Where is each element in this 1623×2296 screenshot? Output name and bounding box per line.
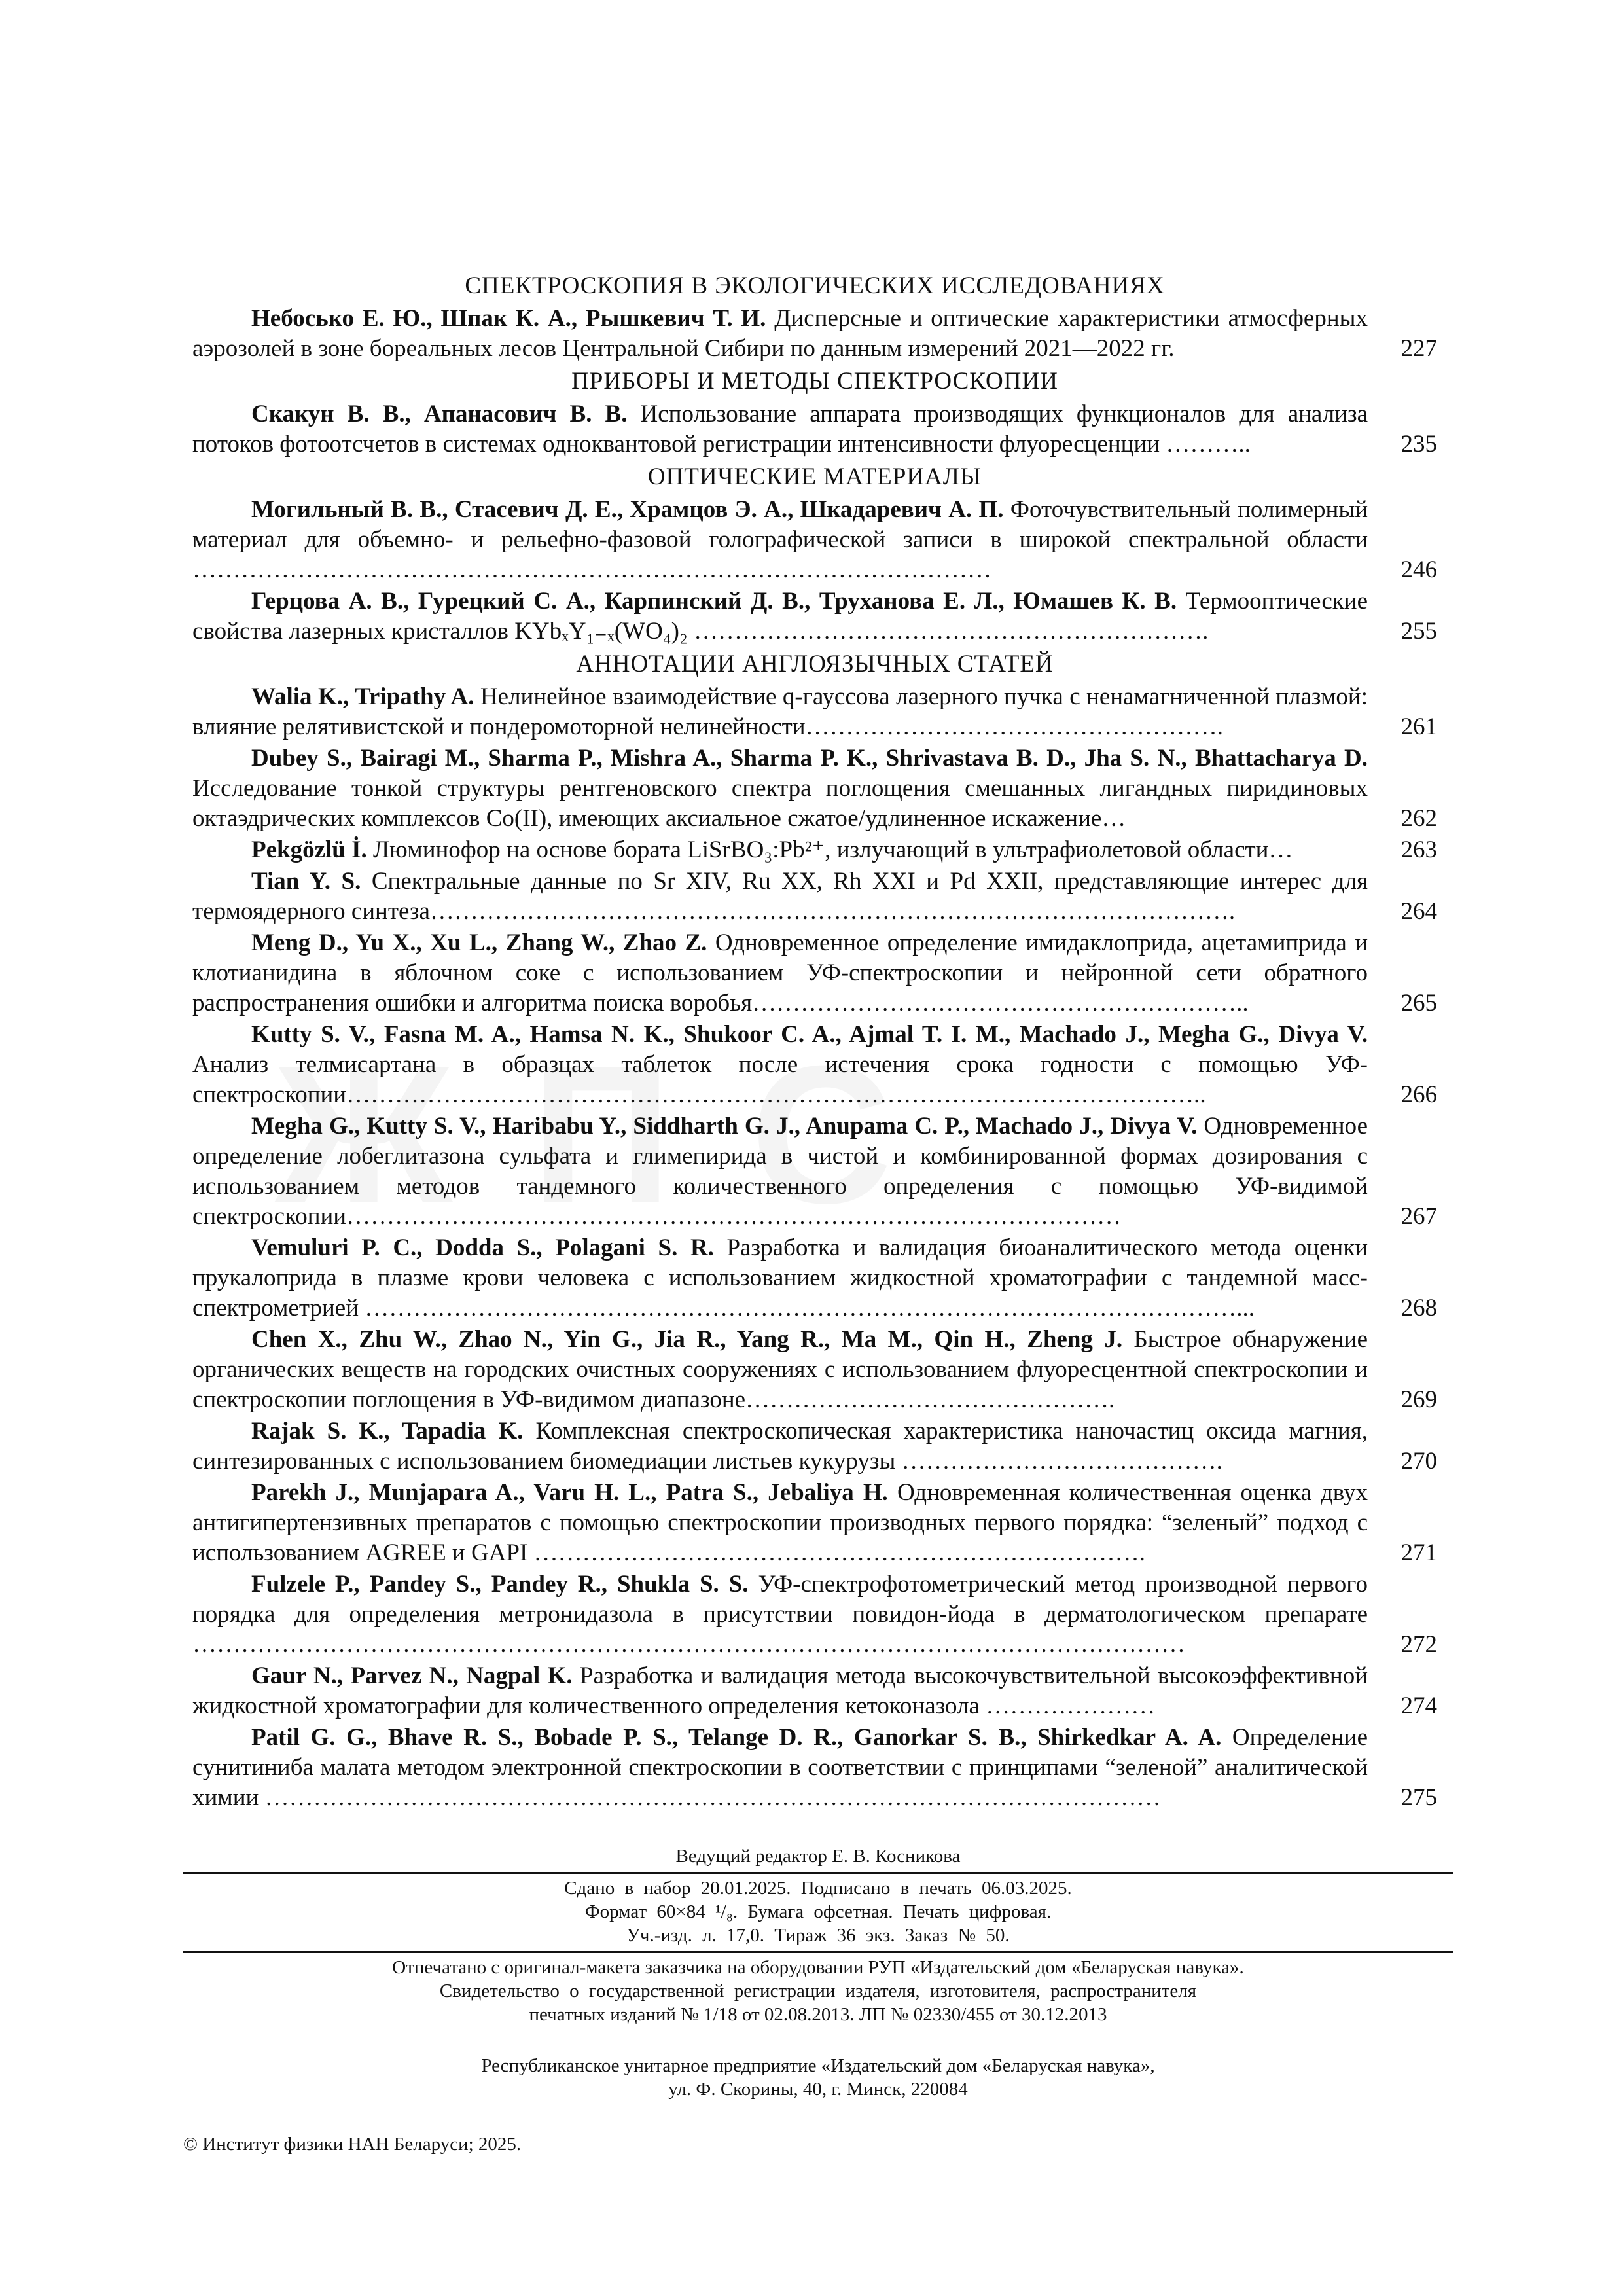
page-number: 263 <box>1400 836 1437 863</box>
entry-text <box>192 1478 1391 1568</box>
toc-entry[interactable] <box>192 399 1437 459</box>
entry-title: Спектральные данные по Sr XIV, Ru XX, Rh XXI и Pd XXII, представляющие интерес для термоядерного синтеза………………………………………………………………………………………. <box>192 868 1368 925</box>
toc-entry[interactable] <box>192 835 1437 865</box>
print-line: Свидетельство о государственной регистрации издателя, изготовителя, распространителя <box>439 1981 1197 2001</box>
copyright: © Институт физики НАН Беларуси; 2025. <box>183 2134 522 2155</box>
page-number: 270 <box>1400 1448 1437 1475</box>
entry-text <box>192 495 1391 585</box>
page-number: 235 <box>1400 431 1437 457</box>
toc-entry[interactable] <box>192 495 1437 585</box>
page-number: 227 <box>1400 335 1437 362</box>
entry-text <box>192 1111 1391 1232</box>
entry-title: Одновременное определение имидаклоприда, ацетамиприда и клотианидина в яблочном соке с использованием УФ-спектроскопии и нейронной сети обратного распространения ошибки и алгоритма поиска воробья…………………………………………………….. <box>192 929 1368 1016</box>
publisher-line: ул. Ф. Скорины, 40, г. Минск, 220084 <box>668 2079 968 2100</box>
print-line: Отпечатано с оригинал-макета заказчика на оборудовании РУП «Издательский дом «Беларуская навука». <box>392 1957 1244 1978</box>
entry-authors: Kutty S. V., Fasna M. A., Hamsa N. K., Shukoor C. A., Ajmal T. I. M., Machado J., Megha G., Divya V. <box>251 1021 1368 1048</box>
entry-title: Термооптические свойства лазерных кристаллов KYbₓY₁₋ₓ(WO₄)₂ ………………………………………………………. <box>192 588 1368 645</box>
page-number: 275 <box>1400 1784 1437 1811</box>
toc-entry[interactable] <box>192 744 1437 834</box>
entry-text <box>192 867 1391 927</box>
toc-entry[interactable] <box>192 1570 1437 1660</box>
page-number: 265 <box>1400 990 1437 1016</box>
publisher <box>183 2054 1453 2101</box>
page-number: 272 <box>1400 1631 1437 1658</box>
entry-text <box>192 1570 1391 1660</box>
entry-title: Анализ телмисартана в образцах таблеток после истечения срока годности с помощью УФ-спектроскопии…………………………………………………………………………………………….. <box>192 1051 1368 1108</box>
toc-entry[interactable] <box>192 867 1437 927</box>
entry-text <box>192 835 1391 865</box>
entry-title: УФ-спектрофотометрический метод производной первого порядка для определения метронидазола в присутствии повидон-йода в дерматологическом препарате …………………………………………………………………………………………………………… <box>192 1571 1368 1658</box>
section-heading: ПРИБОРЫ И МЕТОДЫ СПЕКТРОСКОПИИ <box>571 368 1058 395</box>
entry-authors: Megha G., Kutty S. V., Haribabu Y., Siddharth G. J., Anupama C. P., Machado J., Divya V. <box>251 1113 1198 1139</box>
page-number: 266 <box>1400 1081 1437 1108</box>
entry-title: Разработка и валидация биоаналитического метода оценки прукалоприда в плазме крови человека с использованием жидкостной хроматографии с тандемной масс-спектрометрией ………………………………………………………………………………………………... <box>192 1234 1368 1321</box>
page-number: 269 <box>1400 1386 1437 1413</box>
toc-entry[interactable] <box>192 1416 1437 1477</box>
entry-text <box>192 1325 1391 1415</box>
entry-authors: Tian Y. S. <box>251 868 361 895</box>
entry-authors: Chen X., Zhu W., Zhao N., Yin G., Jia R., Yang R., Ma M., Qin H., Zheng J. <box>251 1326 1123 1353</box>
entry-authors: Герцова А. В., Гурецкий С. А., Карпинский Д. В., Труханова Е. Л., Юмашев К. В. <box>251 588 1177 615</box>
page-number: 255 <box>1400 618 1437 645</box>
entry-text <box>192 304 1391 364</box>
section-heading: АННОТАЦИИ АНГЛОЯЗЫЧНЫХ СТАТЕЙ <box>576 651 1054 677</box>
toc-entry[interactable] <box>192 1478 1437 1568</box>
print-line: Сдано в набор 20.01.2025. Подписано в печать 06.03.2025. <box>564 1878 1072 1899</box>
entry-authors: Могильный В. В., Стасевич Д. Е., Храмцов Э. А., Шкадаревич А. П. <box>251 496 1004 523</box>
print-line: печатных изданий № 1/18 от 02.08.2013. ЛП № 02330/455 от 30.12.2013 <box>529 2004 1107 2025</box>
page-number: 262 <box>1400 805 1437 832</box>
entry-title: Нелинейное взаимодействие q-гауссова лазерного пучка с ненамагниченной плазмой: влияние релятивистской и пондеромоторной нелинейности……………………………………………. <box>192 683 1368 740</box>
toc-entry[interactable] <box>192 1723 1437 1813</box>
entry-authors: Parekh J., Munjapara A., Varu H. L., Patra S., Jebaliya H. <box>251 1479 888 1506</box>
entry-title: Одновременное определение лобеглитазона сульфата и глимепирида в чистой и комбинированной формах дозирования с использованием методов тандемного количественного определения с помощью УФ-видимой спектроскопии…………………………………………………………………………………… <box>192 1113 1368 1230</box>
page-number: 264 <box>1400 898 1437 925</box>
entry-text <box>192 399 1391 459</box>
table-of-contents <box>192 268 1437 1814</box>
entry-text <box>192 586 1391 647</box>
entry-text <box>192 1233 1391 1323</box>
toc-entry[interactable] <box>192 1325 1437 1415</box>
page-number: 274 <box>1400 1693 1437 1719</box>
entry-text <box>192 1416 1391 1477</box>
entry-authors: Gaur N., Parvez N., Nagpal K. <box>251 1662 573 1689</box>
entry-title: Фоточувствительный полимерный материал для объемно- и рельефно-фазовой голографической записи в широкой спектральной области ……………………………………………………………………………………… <box>192 496 1368 583</box>
entry-authors: Vemuluri P. C., Dodda S., Polagani S. R. <box>251 1234 714 1261</box>
print-line: Уч.-изд. л. 17,0. Тираж 36 экз. Заказ № 50. <box>626 1925 1010 1946</box>
entry-title: Дисперсные и оптические характеристики атмосферных аэрозолей в зоне бореальных лесов Центральной Сибири по данным измерений 2021—2022 гг. <box>192 305 1368 362</box>
printing-house <box>183 1953 1453 2030</box>
entry-title: Люминофор на основе бората LiSrBO₃:Pb²⁺, излучающий в ультрафиолетовой области… <box>373 836 1293 863</box>
entry-authors: Rajak S. K., Tapadia K. <box>251 1418 524 1444</box>
entry-title: Использование аппарата производящих функционалов для анализа потоков фотоотсчетов в системах одноквантовой регистрации интенсивности флуоресценции ……….. <box>192 401 1368 457</box>
print-line: Формат 60×84 ¹/₈. Бумага офсетная. Печать цифровая. <box>584 1901 1052 1922</box>
entry-text <box>192 928 1391 1018</box>
toc-entry[interactable] <box>192 304 1437 364</box>
entry-title: Одновременная количественная оценка двух антигипертензивных препаратов с помощью спектроскопии производных первого порядка: “зеленый” подход с использованием AGREE и GAPI …………………………………………………………………. <box>192 1479 1368 1566</box>
entry-authors: Dubey S., Bairagi M., Sharma P., Mishra A., Sharma P. K., Shrivastava B. D., Jha S. N., Bhattacharya D. <box>251 745 1368 772</box>
toc-entry[interactable] <box>192 928 1437 1018</box>
entry-text <box>192 744 1391 834</box>
entry-text <box>192 1723 1391 1813</box>
entry-authors: Walia K., Tripathy A. <box>251 683 474 710</box>
imprint-block <box>183 1844 1453 2101</box>
print-details <box>183 1874 1453 1951</box>
toc-entry[interactable] <box>192 682 1437 742</box>
entry-authors: Скакун В. В., Апанасович В. В. <box>251 401 628 427</box>
entry-text <box>192 1020 1391 1110</box>
section-heading: СПЕКТРОСКОПИЯ В ЭКОЛОГИЧЕСКИХ ИССЛЕДОВАНИЯХ <box>465 272 1165 299</box>
entry-title: Определение сунитиниба малата методом электронной спектроскопии в соответствии с принципами “зеленой” аналитической химии ………………………………………………………………………………………………… <box>192 1724 1368 1811</box>
entry-title: Быстрое обнаружение органических веществ на городских очистных сооружениях с использованием флуоресцентной спектроскопии и спектроскопии поглощения в УФ-видимом диапазоне………………………………………. <box>192 1326 1368 1413</box>
managing-editor: Ведущий редактор Е. В. Косникова <box>675 1846 961 1867</box>
entry-title: Разработка и валидация метода высокочувствительной высокоэффективной жидкостной хроматографии для количественного определения кетоконазола ………………… <box>192 1662 1368 1719</box>
page-number: 267 <box>1400 1203 1437 1230</box>
page-number: 271 <box>1400 1539 1437 1566</box>
publisher-line: Республиканское унитарное предприятие «Издательский дом «Беларуская навука», <box>481 2055 1155 2076</box>
page-number: 246 <box>1400 556 1437 583</box>
toc-entry[interactable] <box>192 1020 1437 1110</box>
page-number: 261 <box>1400 713 1437 740</box>
entry-authors: Небосько Е. Ю., Шпак К. А., Рышкевич Т. И. <box>251 305 766 332</box>
toc-entry[interactable] <box>192 586 1437 647</box>
entry-authors: Pekgözlü İ. <box>251 836 367 863</box>
entry-title: Исследование тонкой структуры рентгеновского спектра поглощения смешанных лигандных пиридиновых октаэдрических комплексов Co(II), имеющих аксиальное сжатое/удлиненное искажение… <box>192 775 1368 832</box>
entry-text <box>192 682 1391 742</box>
toc-entry[interactable] <box>192 1233 1437 1323</box>
toc-entry[interactable] <box>192 1661 1437 1721</box>
page-number: 268 <box>1400 1295 1437 1321</box>
entry-authors: Fulzele P., Pandey S., Pandey R., Shukla S. S. <box>251 1571 749 1598</box>
entry-authors: Patil G. G., Bhave R. S., Bobade P. S., Telange D. R., Ganorkar S. B., Shirkedkar A. A. <box>251 1724 1222 1751</box>
toc-entry[interactable] <box>192 1111 1437 1232</box>
entry-authors: Meng D., Yu X., Xu L., Zhang W., Zhao Z. <box>251 929 707 956</box>
entry-title: Комплексная спектроскопическая характеристика наночастиц оксида магния, синтезированных с использованием биомедиации листьев кукурузы …………………………………. <box>192 1418 1368 1475</box>
section-heading: ОПТИЧЕСКИЕ МАТЕРИАЛЫ <box>647 463 982 490</box>
entry-text <box>192 1661 1391 1721</box>
